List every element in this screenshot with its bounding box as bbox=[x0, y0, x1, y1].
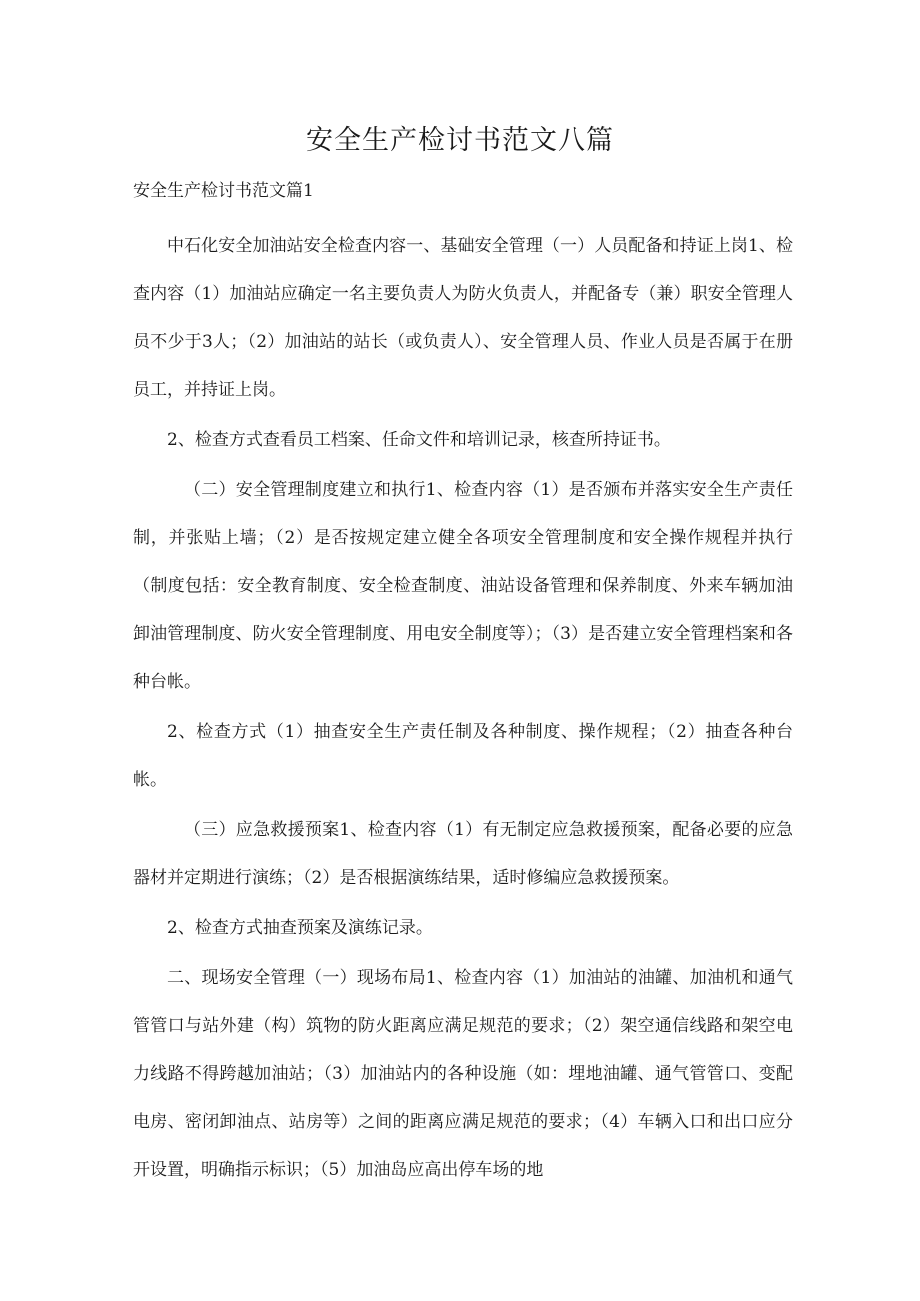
paragraph-3: （二）安全管理制度建立和执行1、检查内容（1）是否颁布并落实安全生产责任制，并张贴上墙；（2）是否按规定建立健全各项安全管理制度和安全操作规程并执行（制度包括：安全教育制度、安全检查制度、油站设备管理和保养制度、外来车辆加油卸油管理制度、防火安全管理制度、用电安全制度等）；（3）是否建立安全管理档案和各种台帐。 bbox=[133, 480, 793, 692]
paragraph-7: 二、现场安全管理（一）现场布局1、检查内容（1）加油站的油罐、加油机和通气管管口与站外建（构）筑物的防火距离应满足规范的要求；（2）架空通信线路和架空电力线路不得跨越加油站；（3）加油站内的各种设施（如：埋地油罐、通气管管口、变配电房、密闭卸油点、站房等）之间的距离应满足规范的要求；（4）车辆入口和出口应分开设置，明确指示标识；（5）加油岛应高出停车场的地 bbox=[133, 968, 793, 1180]
paragraph-5: （三）应急救援预案1、检查内容（1）有无制定应急救援预案，配备必要的应急器材并定期进行演练；（2）是否根据演练结果，适时修编应急救援预案。 bbox=[133, 820, 793, 888]
paragraph-1: 中石化安全加油站安全检查内容一、基础安全管理（一）人员配备和持证上岗1、检查内容（1）加油站应确定一名主要负责人为防火负责人，并配备专（兼）职安全管理人员不少于3人；（2）加油站的站长（或负责人）、安全管理人员、作业人员是否属于在册员工，并持证上岗。 bbox=[133, 236, 793, 400]
paragraph-2: 2、检查方式查看员工档案、任命文件和培训记录，核查所持证书。 bbox=[167, 430, 671, 450]
paragraph-6: 2、检查方式抽查预案及演练记录。 bbox=[167, 918, 433, 938]
document-body bbox=[133, 222, 793, 1196]
document-title: 安全生产检讨书范文八篇 bbox=[306, 125, 614, 156]
section-heading: 安全生产检讨书范文篇1 bbox=[133, 181, 314, 201]
paragraph-4: 2、检查方式（1）抽查安全生产责任制及各种制度、操作规程；（2）抽查各种台帐。 bbox=[133, 722, 793, 790]
